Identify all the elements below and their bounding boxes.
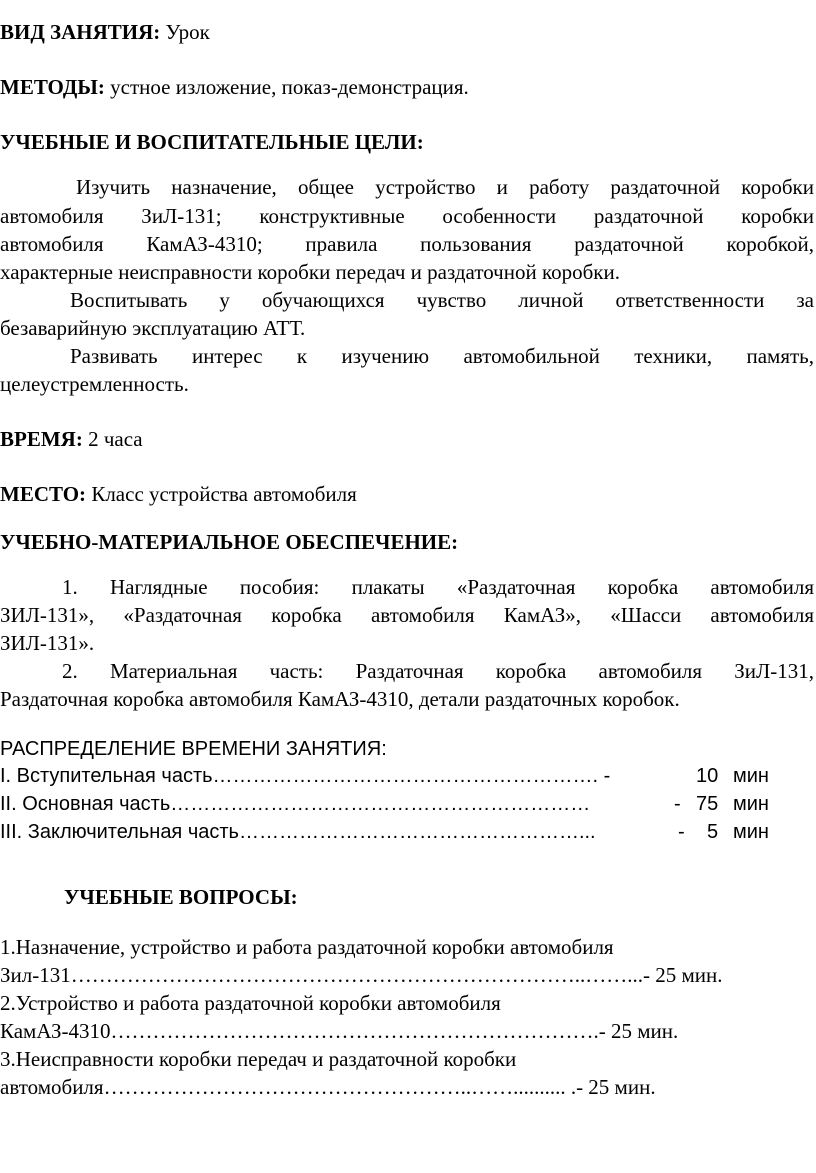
schedule-heading: РАСПРЕДЕЛЕНИЕ ВРЕМЕНИ ЗАНЯТИЯ: bbox=[0, 738, 387, 760]
question-line: КамАЗ-4310…………………………………………………………….- 25 мин. bbox=[0, 1019, 679, 1043]
place-line bbox=[0, 480, 814, 508]
lesson-type-label: ВИД ЗАНЯТИЯ: bbox=[0, 20, 161, 44]
question-line: 3.Неисправности коробки передач и раздаточной коробки bbox=[0, 1047, 517, 1071]
schedule-row bbox=[0, 818, 814, 846]
schedule-row-unit: мин bbox=[733, 765, 769, 787]
place-label: МЕСТО: bbox=[0, 482, 87, 506]
support-heading: УЧЕБНО-МАТЕРИАЛЬНОЕ ОБЕСПЕЧЕНИЕ: bbox=[0, 530, 459, 554]
question-line: 1.Назначение, устройство и работа раздаточной коробки автомобиля bbox=[0, 935, 614, 959]
goals-heading: УЧЕБНЫЕ И ВОСПИТАТЕЛЬНЫЕ ЦЕЛИ: bbox=[0, 130, 424, 154]
schedule-row-num: 10 bbox=[696, 765, 719, 787]
support-item1-line-3: ЗИЛ-131». bbox=[0, 631, 95, 655]
place-value: Класс устройства автомобиля bbox=[91, 482, 357, 506]
questions-heading: УЧЕБНЫЕ ВОПРОСЫ: bbox=[64, 885, 298, 909]
support-item1-line-2: ЗИЛ-131», «Раздаточная коробка автомобиля КамАЗ», «Шасси автомобиля bbox=[0, 603, 814, 627]
goals-p1-line-2: автомобиля ЗиЛ-131; конструктивные особенности раздаточной коробки bbox=[0, 204, 814, 228]
goals-p2-line-1: Воспитывать у обучающихся чувство личной ответственности за bbox=[70, 288, 814, 312]
schedule-row bbox=[0, 790, 814, 818]
goals-p1-line-1: Изучить назначение, общее устройство и работу раздаточной коробки bbox=[76, 175, 814, 199]
lesson-type-value: Урок bbox=[165, 20, 210, 44]
schedule-row-num: 5 bbox=[707, 821, 719, 843]
time-line bbox=[0, 425, 814, 453]
goals-p1-line-3: автомобиля КамАЗ-4310; правила пользования раздаточной коробкой, bbox=[0, 232, 814, 256]
schedule-row-unit: мин bbox=[733, 793, 769, 815]
schedule-row-unit: мин bbox=[733, 821, 769, 843]
schedule-row-text: II. Основная часть……………………………………………………… bbox=[0, 793, 591, 815]
question-line: 2.Устройство и работа раздаточной коробки автомобиля bbox=[0, 991, 501, 1015]
methods-label: МЕТОДЫ: bbox=[0, 75, 105, 99]
support-item2-line-1: 2. Материальная часть: Раздаточная коробка автомобиля ЗиЛ-131, bbox=[62, 659, 814, 683]
goals-p3-line-2: целеустремленность. bbox=[0, 372, 189, 396]
question-line: автомобиля……………………………………………..…….......... .- 25 мин. bbox=[0, 1075, 656, 1099]
methods-line bbox=[0, 73, 814, 101]
goals-p3-line-1: Развивать интерес к изучению автомобильной техники, память, bbox=[70, 344, 814, 368]
support-item1-line-1: 1. Наглядные пособия: плакаты «Раздаточная коробка автомобиля bbox=[62, 575, 814, 599]
schedule-row-text: III. Заключительная часть……………………………………………... bbox=[0, 821, 596, 843]
schedule-row-dash: - bbox=[674, 793, 681, 815]
lesson-type-line bbox=[0, 18, 814, 46]
goals-p1-line-4: характерные неисправности коробки передач и раздаточной коробки. bbox=[0, 260, 620, 284]
schedule-row-num: 75 bbox=[696, 793, 719, 815]
schedule-row bbox=[0, 762, 814, 790]
methods-value: устное изложение, показ-демонстрация. bbox=[110, 75, 469, 99]
support-item2-line-2: Раздаточная коробка автомобиля КамАЗ-4310, детали раздаточных коробок. bbox=[0, 687, 680, 711]
time-value: 2 часа bbox=[88, 427, 143, 451]
schedule-row-text: I. Вступительная часть…………………………………………………. - bbox=[0, 765, 611, 787]
time-label: ВРЕМЯ: bbox=[0, 427, 83, 451]
goals-p2-line-2: безаварийную эксплуатацию АТТ. bbox=[0, 316, 306, 340]
question-line: Зил-131………………………………………………………………..……...- 25 мин. bbox=[0, 963, 723, 987]
schedule-row-dash: - bbox=[678, 821, 685, 843]
